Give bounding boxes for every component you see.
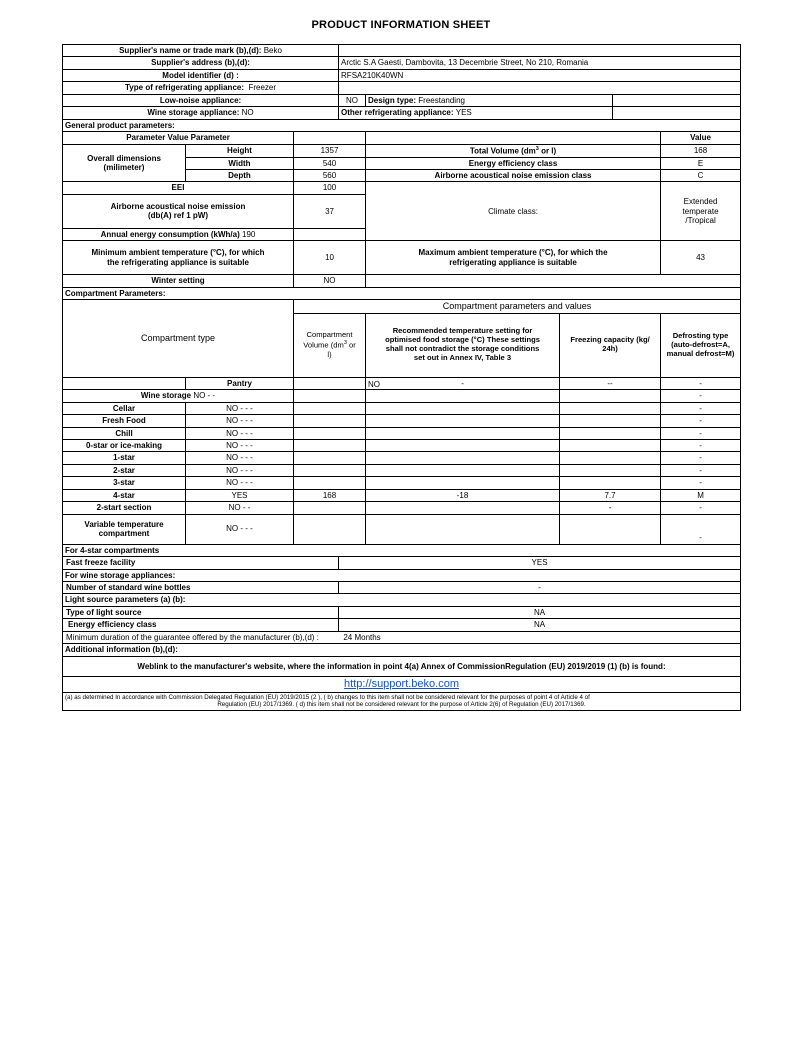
compartment-presence: Pantry	[186, 377, 294, 389]
supplier-name-value: Beko	[263, 46, 282, 55]
winter-setting-value: NO	[294, 275, 366, 287]
compartment-name: Chill	[63, 427, 186, 439]
table-row	[63, 464, 741, 476]
climate-class-line3: /Tropical	[685, 216, 716, 226]
compartment-name: Fresh Food	[63, 415, 186, 427]
footnotes-cell	[63, 692, 741, 710]
low-noise-row	[63, 94, 741, 106]
energy-class-label: Energy efficiency class	[366, 157, 661, 169]
compartment-name	[63, 377, 186, 389]
wine-bottles-row	[63, 581, 741, 593]
wine-storage-appliance-label: Wine storage appliance:	[147, 108, 240, 118]
light-source-section-title: Light source parameters (a) (b):	[63, 594, 741, 606]
compartment-type-header: Compartment type	[63, 300, 294, 378]
wine-section-row	[63, 569, 741, 581]
compartment-presence: YES	[186, 489, 294, 501]
overall-dimensions-line2: (milimeter)	[103, 162, 145, 172]
light-class-value: NA	[339, 619, 741, 631]
recommended-temp-line2: optimised food storage (°C) These settings	[385, 335, 540, 345]
compartment-volume	[294, 452, 366, 464]
compartment-section-title: Compartment Parameters:	[63, 287, 741, 299]
min-ambient-value: 10	[294, 241, 366, 275]
supplier-name-label: Supplier's name or trade mark (b),(d):	[119, 46, 262, 55]
annual-energy-empty	[294, 228, 366, 240]
overall-dimensions-label	[63, 144, 186, 182]
light-type-value: NA	[339, 606, 741, 618]
compartment-temperature	[366, 452, 560, 464]
compartment-section-row	[63, 287, 741, 299]
supplier-name-cell	[63, 45, 339, 57]
energy-class-value: E	[661, 157, 741, 169]
weblink-label-row	[63, 656, 741, 676]
total-volume-label-text: Total Volume (dm	[469, 146, 536, 156]
compartment-freezing: 7.7	[560, 489, 661, 501]
footnote-line-2: Regulation (EU) 2017/1369. ( d) this item shall not be considered relevant for the purpose of Article 2(6) of Regulation (EU) 2017/1369.	[217, 701, 586, 709]
general-header-row	[63, 132, 741, 144]
supplier-address-value: Arctic S.A Gaesti, Dambovita, 13 Decembrie Street, No 210, Romania	[339, 57, 741, 69]
fast-freeze-label: Fast freeze facility	[63, 557, 339, 569]
recommended-temp-line3: shall not contradict the storage conditions	[385, 344, 540, 354]
product-info-table	[62, 44, 741, 711]
compartment-pantry-no: NO	[368, 379, 381, 389]
compartment-name-line2: compartment	[98, 529, 150, 539]
compartment-presence: NO - - -	[186, 514, 294, 544]
light-class-row	[63, 619, 741, 631]
four-star-section-title: For 4-star compartments	[63, 544, 741, 556]
max-ambient-value: 43	[661, 241, 741, 275]
width-value: 540	[294, 157, 366, 169]
light-type-row	[63, 606, 741, 618]
compartment-name-inline: NO - -	[193, 391, 216, 401]
climate-class-line2: temperate	[682, 206, 719, 216]
compartment-volume	[294, 427, 366, 439]
depth-value: 560	[294, 170, 366, 182]
table-row	[63, 427, 741, 439]
fast-freeze-value: YES	[339, 557, 741, 569]
table-row	[63, 402, 741, 414]
compartment-defrost: -	[661, 452, 741, 464]
table-row	[63, 489, 741, 501]
supplier-name-row	[63, 45, 741, 57]
winter-setting-label: Winter setting	[63, 275, 294, 287]
compartment-volume	[294, 514, 366, 544]
compartment-name	[63, 390, 294, 402]
supplier-name-empty-cell	[339, 45, 741, 57]
table-row	[63, 440, 741, 452]
other-refrigerating-label: Other refrigerating appliance:	[341, 108, 454, 118]
other-refrigerating-cell	[339, 107, 613, 119]
min-ambient-label	[63, 241, 294, 275]
compartment-freezing	[560, 402, 661, 414]
climate-class-label: Climate class:	[366, 182, 661, 241]
fast-freeze-row	[63, 557, 741, 569]
compartment-temperature	[366, 377, 560, 389]
compartment-freezing	[560, 390, 661, 402]
winter-setting-empty	[366, 275, 741, 287]
compartment-defrost: -	[661, 390, 741, 402]
footnote-line-1: (a) as determined In accordance with Commission Delegated Regulation (EU) 2019/2015 (2 ), ( b) changes to this item shall not be considered relevant for the purposes of point 4 of Article 4 of	[65, 693, 590, 701]
appliance-type-empty-cell	[339, 82, 741, 94]
overall-dimensions-line1: Overall dimensions	[87, 153, 161, 163]
recommended-temperature-header	[366, 313, 560, 377]
low-noise-value: NO	[339, 94, 366, 106]
compartment-defrost: -	[661, 377, 741, 389]
compartment-volume-superscript: 3	[343, 340, 347, 347]
general-section-title: General product parameters:	[63, 119, 741, 131]
climate-class-value	[661, 182, 741, 241]
design-type-label: Design type:	[368, 95, 417, 105]
compartment-values-header: Compartment parameters and values	[294, 300, 741, 314]
compartment-temperature	[366, 440, 560, 452]
depth-label: Depth	[186, 170, 294, 182]
compartment-volume	[294, 390, 366, 402]
table-row	[63, 452, 741, 464]
compartment-freezing	[560, 415, 661, 427]
compartment-freezing	[560, 514, 661, 544]
compartment-name: 1-star	[63, 452, 186, 464]
width-label: Width	[186, 157, 294, 169]
compartment-freezing: --	[560, 377, 661, 389]
table-row	[63, 477, 741, 489]
compartment-temp-value: -	[461, 378, 464, 388]
compartment-volume	[294, 477, 366, 489]
wine-bottles-value: -	[339, 581, 741, 593]
winter-setting-row	[63, 275, 741, 287]
compartment-temperature: -18	[366, 489, 560, 501]
compartment-freezing	[560, 440, 661, 452]
freezing-capacity-header	[560, 313, 661, 377]
compartment-defrost: -	[661, 415, 741, 427]
parameter-header-empty2	[366, 132, 661, 144]
model-identifier-label: Model identifier (d) :	[63, 69, 339, 81]
noise-emission-label	[63, 194, 294, 228]
compartment-temperature	[366, 415, 560, 427]
compartment-values-header-row	[63, 300, 741, 314]
compartment-presence: NO - - -	[186, 452, 294, 464]
compartment-temperature	[366, 464, 560, 476]
compartment-volume: 168	[294, 489, 366, 501]
wine-section-title: For wine storage appliances:	[63, 569, 741, 581]
compartment-presence: NO - - -	[186, 415, 294, 427]
supplier-address-label-cell: Supplier's address (b),(d):	[63, 57, 339, 69]
min-ambient-line1: Minimum ambient temperature (°C), for which	[91, 248, 265, 258]
compartment-defrost: -	[661, 514, 741, 544]
total-volume-label-end: or l)	[538, 146, 557, 156]
compartment-volume	[294, 502, 366, 514]
noise-class-label: Airborne acoustical noise emission class	[366, 170, 661, 182]
compartment-freezing	[560, 477, 661, 489]
compartment-presence: NO - - -	[186, 402, 294, 414]
guarantee-row	[63, 631, 741, 643]
height-value: 1357	[294, 144, 366, 157]
total-volume-value: 168	[661, 144, 741, 157]
eei-value: 100	[294, 182, 366, 194]
compartment-volume	[294, 464, 366, 476]
compartment-volume	[294, 402, 366, 414]
compartment-volume-line3: l)	[327, 349, 332, 359]
freezing-capacity-line1: Freezing capacity (kg/	[570, 335, 650, 345]
wine-other-empty-cell	[613, 107, 741, 119]
compartment-temperature	[366, 502, 560, 514]
compartment-defrost: -	[661, 440, 741, 452]
compartment-name	[63, 514, 186, 544]
light-type-label: Type of light source	[63, 606, 339, 618]
freezing-capacity-line2: 24h)	[602, 344, 618, 354]
compartment-temperature	[366, 402, 560, 414]
compartment-presence: NO - - -	[186, 464, 294, 476]
four-star-section-row	[63, 544, 741, 556]
weblink-label: Weblink to the manufacturer's website, where the information in point 4(a) Annex of CommissionRegulation (EU) 2019/2019 (1) (b) is found:	[63, 656, 741, 676]
support-site-link[interactable]: http://support.beko.com	[344, 678, 459, 691]
guarantee-value: 24 Months	[343, 632, 381, 642]
height-row	[63, 144, 741, 157]
supplier-address-row	[63, 57, 741, 69]
max-ambient-line2: refrigerating appliance is suitable	[449, 257, 577, 267]
low-noise-empty-cell	[613, 94, 741, 106]
ambient-temperature-row	[63, 241, 741, 275]
climate-class-line1: Extended	[683, 197, 718, 207]
compartment-temperature	[366, 514, 560, 544]
total-volume-superscript: 3	[535, 145, 539, 152]
total-volume-label	[366, 144, 661, 157]
value-header: Value	[661, 132, 741, 144]
height-label: Height	[186, 144, 294, 157]
weblink-row	[63, 677, 741, 693]
guarantee-cell	[63, 631, 741, 643]
eei-row	[63, 182, 741, 194]
compartment-name: Cellar	[63, 402, 186, 414]
recommended-temp-line4: set out in Annex IV, Table 3	[413, 353, 512, 363]
compartment-volume-line1: Compartment	[306, 330, 353, 340]
compartment-defrost: -	[661, 477, 741, 489]
compartment-volume-header	[294, 313, 366, 377]
compartment-freezing: -	[560, 502, 661, 514]
min-ambient-line2: the refrigerating appliance is suitable	[107, 257, 249, 267]
compartment-defrost: -	[661, 427, 741, 439]
noise-class-value: C	[661, 170, 741, 182]
additional-section-title: Additional information (b),(d):	[63, 644, 741, 656]
compartment-name-text: Wine storage	[140, 391, 192, 401]
compartment-temperature	[366, 427, 560, 439]
compartment-freezing	[560, 464, 661, 476]
compartment-freezing	[560, 452, 661, 464]
compartment-name: 2-start section	[63, 502, 186, 514]
compartment-volume-line2: Volume (dm	[303, 340, 344, 350]
wine-bottles-label: Number of standard wine bottles	[63, 581, 339, 593]
defrosting-type-line3: manual defrost=M)	[666, 348, 735, 358]
annual-energy-cell	[63, 228, 294, 240]
appliance-type-row	[63, 82, 741, 94]
compartment-temperature	[366, 390, 560, 402]
other-refrigerating-value: YES	[455, 108, 472, 118]
defrosting-type-line1: Defrosting type	[672, 330, 729, 340]
noise-emission-value: 37	[294, 194, 366, 228]
appliance-type-label: Type of refrigerating appliance:	[125, 83, 244, 93]
eei-label: EEI	[63, 182, 294, 194]
compartment-temperature	[366, 477, 560, 489]
light-class-label: Energy efficiency class	[63, 619, 339, 631]
compartment-name-line1: Variable temperature	[84, 519, 164, 529]
page-title: PRODUCT INFORMATION SHEET	[311, 19, 491, 31]
appliance-type-value: Freezer	[248, 83, 277, 93]
wine-storage-appliance-cell	[63, 107, 339, 119]
annual-energy-value: 190	[242, 229, 256, 239]
defrosting-type-line2: (auto-defrost=A,	[671, 339, 730, 349]
compartment-name: 4-star	[63, 489, 186, 501]
compartment-freezing	[560, 427, 661, 439]
table-row	[63, 502, 741, 514]
noise-emission-line2: (db(A) ref 1 pW)	[148, 211, 208, 221]
compartment-volume	[294, 415, 366, 427]
low-noise-label: Low-noise appliance:	[63, 94, 339, 106]
compartment-defrost: -	[661, 502, 741, 514]
compartment-defrost: -	[661, 464, 741, 476]
compartment-defrost: -	[661, 402, 741, 414]
guarantee-label: Minimum duration of the guarantee offered by the manufacturer (b),(d) :	[66, 632, 319, 642]
recommended-temp-line1: Recommended temperature setting for	[392, 326, 533, 336]
design-type-cell	[366, 94, 613, 106]
compartment-volume	[294, 440, 366, 452]
compartment-name: 3-star	[63, 477, 186, 489]
wine-storage-appliance-value: NO	[241, 108, 254, 118]
model-identifier-value: RFSA210K40WN	[339, 69, 741, 81]
annual-energy-label: Annual energy consumption (kWh/a)	[100, 229, 240, 239]
compartment-volume-line2b: or	[346, 340, 356, 350]
design-type-value: Freestanding	[418, 95, 465, 105]
footnotes-row	[63, 692, 741, 710]
weblink-cell[interactable]	[63, 677, 741, 693]
max-ambient-label	[366, 241, 661, 275]
table-row	[63, 415, 741, 427]
light-source-section-row	[63, 594, 741, 606]
compartment-presence: NO - -	[186, 502, 294, 514]
noise-emission-line1: Airborne acoustical noise emission	[110, 201, 246, 211]
table-row	[63, 377, 741, 389]
compartment-defrost: M	[661, 489, 741, 501]
appliance-type-cell	[63, 82, 339, 94]
compartment-presence: NO - - -	[186, 477, 294, 489]
compartment-volume	[294, 377, 366, 389]
compartment-name: 0-star or ice-making	[63, 440, 186, 452]
table-row	[63, 514, 741, 544]
compartment-presence: NO - - -	[186, 440, 294, 452]
max-ambient-line1: Maximum ambient temperature (°C), for which the	[418, 248, 608, 258]
model-identifier-row	[63, 69, 741, 81]
parameter-header-empty	[294, 132, 366, 144]
general-section-row	[63, 119, 741, 131]
table-row	[63, 390, 741, 402]
defrosting-type-header	[661, 313, 741, 377]
wine-other-appliance-row	[63, 107, 741, 119]
additional-section-row	[63, 644, 741, 656]
compartment-name: 2-star	[63, 464, 186, 476]
parameter-header: Parameter Value Parameter	[63, 132, 294, 144]
compartment-presence: NO - - -	[186, 427, 294, 439]
